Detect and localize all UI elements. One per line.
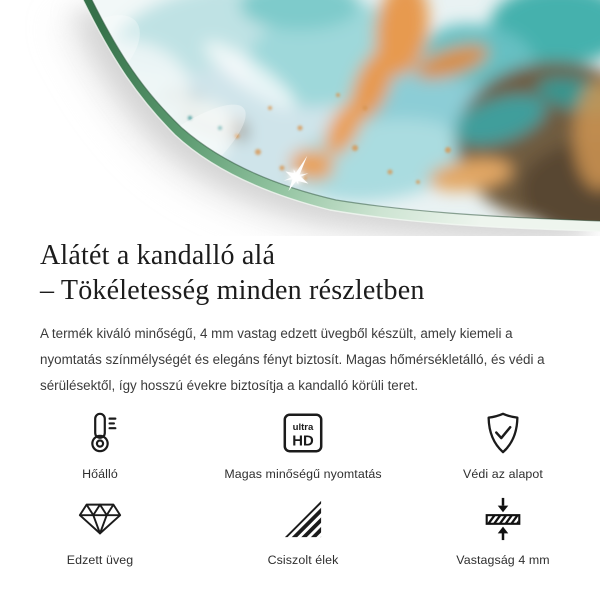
ultra-hd-icon-text-bottom: HD [292,433,314,450]
shield-check-icon [479,409,527,457]
ultra-hd-icon-text-top: ultra [292,422,314,434]
feature-tempered-glass [0,495,200,567]
page-title-line2: – Tökéletesség minden részletben [40,275,425,306]
features-grid [0,409,600,567]
feature-label: Edzett üveg [66,553,134,568]
page-title-line1: Alátét a kandalló alá [40,240,276,271]
ultra-hd-icon [279,409,327,457]
thermometer-icon [76,409,124,457]
feature-label: Csiszolt élek [267,553,339,568]
diamond-icon [76,495,124,543]
page-title [40,238,560,308]
content-section [0,238,600,567]
feature-protects-base [406,409,600,481]
polished-edge-icon [279,495,327,543]
feature-label: Hőálló [82,467,118,482]
feature-thickness [406,495,600,567]
glass-pad-illustration [0,0,600,236]
feature-label: Magas minőségű nyomtatás [224,467,382,482]
thickness-icon [479,495,527,543]
feature-polished-edges [200,495,406,567]
product-description: A termék kiváló minőségű, 4 mm vastag edzett üvegből készült, amely kiemeli a nyomtatás színmélységét és elegáns fényt biztosít. Magas hőmérsékletálló, és védi a sérülésektől, így hosszú évekre biztosítja a kandalló körüli teret. [40,326,545,394]
feature-label: Védi az alapot [463,467,543,482]
feature-hd-print [200,409,406,481]
feature-label: Vastagság 4 mm [456,553,550,568]
product-image [0,0,600,236]
feature-heat-resistant [0,409,200,481]
